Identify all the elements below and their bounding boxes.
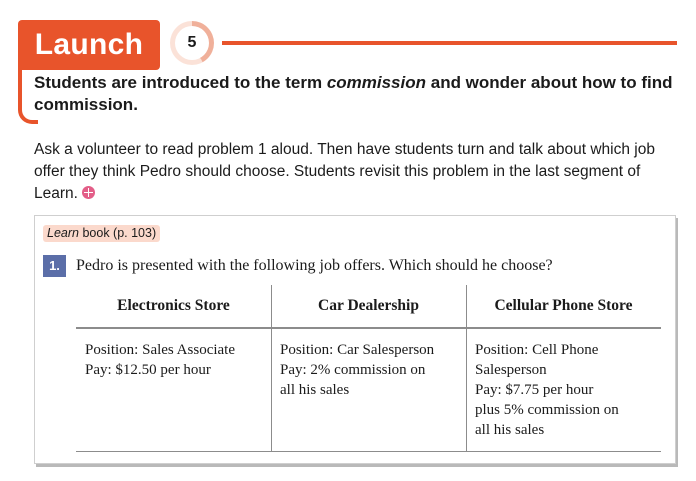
table-cell-car-dealership <box>280 340 460 400</box>
column-header: Cellular Phone Store <box>494 297 633 314</box>
table-header-rule <box>76 327 661 329</box>
section-title: Launch <box>18 20 160 70</box>
intro-text-after: and wonder about how to find commission. <box>34 73 673 114</box>
header-divider <box>222 41 677 45</box>
cell-line: plus 5% commission on <box>475 402 619 418</box>
problem-prompt: Pedro is presented with the following job offers. Which should he choose? <box>76 257 553 274</box>
cell-line: all his sales <box>280 382 350 398</box>
table-cell-cellular-phone-store <box>475 340 655 440</box>
cell-line: Position: Cell Phone <box>475 342 599 358</box>
table-cell-electronics-store <box>85 340 265 380</box>
intro-summary <box>34 72 684 116</box>
learn-book-card <box>34 215 676 464</box>
column-header: Car Dealership <box>318 297 419 314</box>
column-divider <box>271 285 272 451</box>
cell-line: Pay: $12.50 per hour <box>85 362 211 378</box>
intro-text-before: Students are introduced to the term <box>34 73 327 92</box>
table-bottom-rule <box>76 451 661 452</box>
cell-line: Pay: 2% commission on <box>280 362 426 378</box>
column-header: Electronics Store <box>117 297 230 314</box>
step-progress-badge <box>170 21 214 65</box>
teacher-instructions <box>34 139 674 205</box>
instructions-text: Ask a volunteer to read problem 1 aloud. Then have students turn and talk about which job offer they think Pedro should choose. Students revisit this problem in the last segment of Learn. <box>34 141 655 202</box>
book-name: Learn <box>47 226 79 240</box>
step-number: 5 <box>175 26 209 60</box>
cell-line: Position: Sales Associate <box>85 342 235 358</box>
book-page: book (p. 103) <box>78 226 157 240</box>
cell-line: Pay: $7.75 per hour <box>475 382 594 398</box>
job-offers-table <box>76 285 661 453</box>
cell-line: Salesperson <box>475 362 547 378</box>
cell-line: Position: Car Salesperson <box>280 342 435 358</box>
book-reference-tag <box>43 225 160 242</box>
problem-number-badge: 1. <box>43 255 66 277</box>
cell-line: all his sales <box>475 422 545 438</box>
learn-segment-icon <box>82 186 95 199</box>
column-divider <box>466 285 467 451</box>
intro-term: commission <box>326 73 427 92</box>
